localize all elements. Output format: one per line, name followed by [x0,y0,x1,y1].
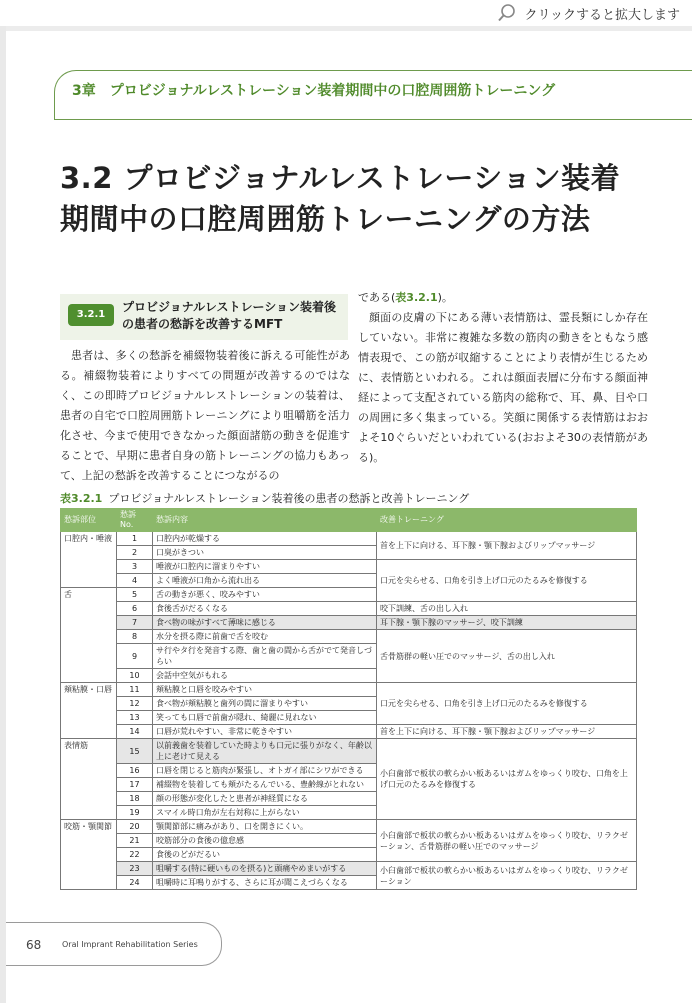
training-cell: 口元を尖らせる、口角を引き上げ口元のたるみを修復する [377,683,637,725]
complaint-number-cell: 7 [117,616,153,630]
page-title [60,158,660,240]
table-row [61,532,637,546]
table-row [61,616,637,630]
complaint-number-cell: 18 [117,792,153,806]
complaint-content-cell: 口唇を閉じると筋肉が緊張し、オトガイ部にシワができる [153,764,377,778]
complaint-content-cell: 水分を摂る際に前歯で舌を咬む [153,630,377,644]
complaint-content-cell: 咀嚼する(特に硬いものを摂る)と頭痛やめまいがする [153,862,377,876]
body-paragraph-right: 顔面の皮膚の下にある薄い表情筋は、霊長類にしか存在していない。非常に複雑な多数の筋肉の動きをともなう感情表現で、この筋が収縮することにより表情が生じるために、表情筋といわれる。これは顔面表層に分布する顔面神経によって支配されている筋肉の総称で、耳、鼻、目や口の周囲に多く集まっている。笑顔に関係する表情筋はおおよそ10ぐらいだといわれている(おおよそ30の表情筋がある)。 [358,311,648,464]
complaint-content-cell: 補綴物を装着しても頬がたるんでいる、豊齢線がとれない [153,778,377,792]
body-column-right [358,288,648,468]
training-cell: 小臼歯部で板状の軟らかい板あるいはガムをゆっくり咬む、リラクゼーション [377,862,637,890]
complaint-number-cell: 14 [117,725,153,739]
complaint-content-cell: 咬筋部分の食後の億怠感 [153,834,377,848]
page-edge [6,26,692,31]
complaint-number-cell: 5 [117,588,153,602]
complaint-content-cell: 顎関節部に痛みがあり、口を開きにくい。 [153,820,377,834]
training-cell: 首を上下に向ける、耳下腺・顎下腺およびリップマッサージ [377,532,637,560]
complaint-number-cell: 15 [117,739,153,764]
complaint-content-cell: 会話中空気がもれる [153,669,377,683]
section-number-badge: 3.2.1 [68,304,114,326]
complaint-part-cell: 口腔内・唾液 [61,532,117,588]
complaint-content-cell: 笑っても口唇で前歯が隠れ、綺麗に見れない [153,711,377,725]
complaint-number-cell: 23 [117,862,153,876]
table-header-cell: 愁訴No. [117,509,153,532]
complaint-number-cell: 11 [117,683,153,697]
magnifier-icon [497,3,517,23]
complaint-part-cell: 舌 [61,588,117,683]
document-page [6,26,692,1003]
title-line: 3.2 プロビジョナルレストレーション装着 [60,161,621,195]
complaint-part-cell: 表情筋 [61,739,117,820]
complaint-content-cell: 舌の動きが悪く、咬みやすい [153,588,377,602]
table-row [61,560,637,574]
page-number: 68 [26,938,42,952]
training-cell: 口元を尖らせる、口角を引き上げ口元のたるみを修復する [377,560,637,602]
complaint-content-cell: 口臭がきつい [153,546,377,560]
complaint-number-cell: 2 [117,546,153,560]
complaint-number-cell: 3 [117,560,153,574]
training-cell: 首を上下に向ける、耳下腺・顎下腺およびリップマッサージ [377,725,637,739]
table-row [61,820,637,834]
complaint-number-cell: 17 [117,778,153,792]
title-line: 期間中の口腔周囲筋トレーニングの方法 [60,202,591,236]
table-row [61,725,637,739]
complaint-part-cell: 咬筋・顎関節 [61,820,117,890]
complaint-content-cell: 食べ物が頬粘膜と歯列の間に溜まりやすい [153,697,377,711]
table-row [61,862,637,876]
table-header-cell: 愁訴内容 [153,509,377,532]
table-body [61,532,637,890]
table-row [61,739,637,764]
complaint-part-cell: 頬粘膜・口唇 [61,683,117,739]
complaint-content-cell: 顔の形態が変化したと患者が神経質になる [153,792,377,806]
body-paragraph-continued [358,288,648,308]
complaint-number-cell: 20 [117,820,153,834]
training-cell: 小臼歯部で板状の軟らかい板あるいはガムをゆっくり咬む、リラクゼーション、舌骨筋群の軽い圧でのマッサージ [377,820,637,862]
complaint-number-cell: 10 [117,669,153,683]
complaint-number-cell: 24 [117,876,153,890]
zoom-button[interactable] [497,3,680,23]
complaint-content-cell: 口腔内が乾燥する [153,532,377,546]
complaint-number-cell: 8 [117,630,153,644]
training-cell: 小臼歯部で板状の軟らかい板あるいはガムをゆっくり咬む、口角を上げ口元のたるみを修復する [377,739,637,820]
training-cell: 耳下腺・顎下腺のマッサージ、咬下訓練 [377,616,637,630]
table-header-row [61,509,637,532]
complaint-content-cell: 咀嚼時に耳鳴りがする、さらに耳が聞こえづらくなる [153,876,377,890]
table-reference: 表3.2.1 [395,291,438,304]
complaint-number-cell: 22 [117,848,153,862]
complaint-content-cell: 食後のどがだるい [153,848,377,862]
table-caption [60,490,469,506]
viewer-toolbar [0,0,692,26]
complaint-content-cell: 頬粘膜と口唇を咬みやすい [153,683,377,697]
complaint-content-cell: 唾液が口腔内に溜まりやすい [153,560,377,574]
complaint-number-cell: 6 [117,602,153,616]
training-cell: 咬下訓練、舌の出し入れ [377,602,637,616]
body-paragraph-left: 患者は、多くの愁訴を補綴物装着後に訴える可能性がある。補綴物装着によりすべての問題が改善するのではなく、この即時プロビジョナルレストレーションの装着は、患者の自宅で口腔周囲筋トレーニングにより咀嚼筋を活力化させ、今まで使用できなかった顔面諸筋の動きを促進することで、早期に患者自身の筋トレーニングの協力もあって、上記の愁訴を改善することにつながるの [60,349,350,482]
training-cell: 舌骨筋群の軽い圧でのマッサージ、舌の出し入れ [377,630,637,683]
table-row [61,630,637,644]
table-header-cell: 愁訴部位 [61,509,117,532]
complaint-number-cell: 4 [117,574,153,588]
complaint-content-cell: サ行やタ行を発音する際、歯と歯の間から舌がでて発音しづらい [153,644,377,669]
complaint-content-cell: スマイル時口角が左右対称に上がらない [153,806,377,820]
chapter-title: 3章 プロビジョナルレストレーション装着期間中の口腔周囲筋トレーニング [72,83,556,99]
section-heading [60,294,348,340]
complaint-number-cell: 9 [117,644,153,669]
complaint-number-cell: 1 [117,532,153,546]
table-caption-number: 表3.2.1 [60,492,103,505]
text-span: )。 [437,291,453,304]
table-header-cell: 改善トレーニング [377,509,637,532]
text-span: である( [358,291,396,304]
complaint-number-cell: 21 [117,834,153,848]
complaint-number-cell: 16 [117,764,153,778]
complaint-content-cell: よく唾液が口角から流れ出る [153,574,377,588]
complaint-content-cell: 食後舌がだるくなる [153,602,377,616]
complaint-content-cell: 食べ物の味がすべて薄味に感じる [153,616,377,630]
zoom-label: クリックすると拡大します [524,7,680,23]
complaint-table [60,508,637,890]
complaint-number-cell: 12 [117,697,153,711]
complaint-content-cell: 口唇が荒れやすい、非常に乾きやすい [153,725,377,739]
section-heading-text: プロビジョナルレストレーション装着後の患者の愁訴を改善するMFT [122,300,337,331]
complaint-number-cell: 19 [117,806,153,820]
complaint-number-cell: 13 [117,711,153,725]
table-row [61,683,637,697]
complaint-content-cell: 以前義歯を装着していた時よりも口元に張りがなく、年齢以上に老けて見える [153,739,377,764]
table-row [61,602,637,616]
series-name: Oral Imprant Rehabilitation Series [62,940,198,949]
table-caption-text: プロビジョナルレストレーション装着後の患者の愁訴と改善トレーニング [108,492,470,505]
